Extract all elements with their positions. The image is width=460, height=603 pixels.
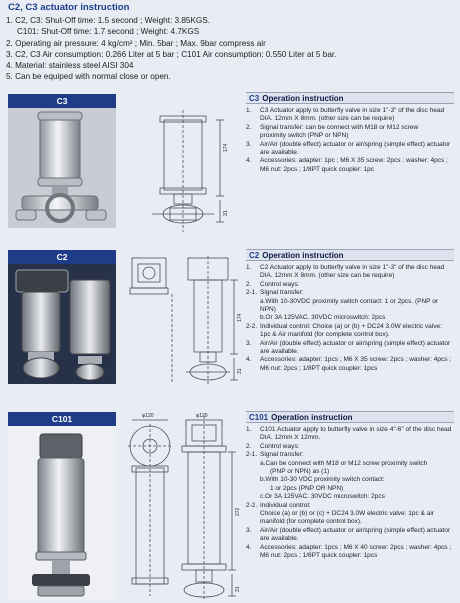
list-item: 3. Air/Air (double effect) actuator or air/spring (simple effect) actuator are available. (246, 526, 451, 543)
c2-technical-drawing (126, 254, 244, 394)
c2-tab: C2 (8, 250, 116, 264)
spec-line: 4. Material: stainless steel AISI 304 (6, 61, 134, 71)
c101-dim-offset: 31 (235, 586, 241, 592)
list-item: proximity switch (PNP or NPN) (260, 132, 349, 140)
c3-dim-offset: 31 (223, 210, 229, 216)
list-item: (PNP or NPN) as (1) (270, 468, 330, 476)
list-item: 1. C2 Actuator apply to butterfly valve in size 1"-3" of the disc head DIA. 12mm X 8mm. (other size can be require) (246, 264, 445, 280)
spec-line: 2. Operating air pressure: 4 kg/cm² ; Min. 5bar ; Max. 9bar compress air (6, 38, 266, 48)
c101-operation-code: C101 (249, 413, 269, 422)
c3-operation-block (246, 92, 454, 174)
list-item: Choice (a) or (b) or (c) + DC24 3.0W electric valve: 1pc & air manifold (for complete control box). (260, 510, 434, 526)
c3-dim-height: 174 (223, 143, 229, 152)
list-item: c.Or 3A 125VAC. 30VDC microswitch: 2pcs (260, 493, 385, 501)
c3-technical-drawing (134, 100, 242, 240)
c3-product-photo (8, 108, 116, 228)
c3-tab: C3 (8, 94, 116, 108)
spec-line: 1. C2, C3: Shut-Off time: 1.5 second ; Weight: 3.85KGS. (6, 16, 211, 25)
list-item: 4. Accessories: adapter: 1pc ; M6 X 35 screw: 2pcs ; washer: 4pcs ; M6 nut: 2pcs ; 1/8PT quick coupler: 1pc (246, 157, 448, 173)
c101-tab: C101 (8, 412, 116, 426)
list-item: a.Can be connect with M18 or M12 screw proximity switch (260, 459, 428, 467)
list-item: a.With 10-30VDC proximity switch contact: 1 or 2pcs. (PNP or NPN) (260, 297, 438, 314)
list-item: 1 or 2pcs (PNP OR NPN) (270, 484, 344, 492)
list-item: 2. Control ways: (246, 280, 300, 288)
list-item: 1. C3 Actuator apply to butterfly valve in size 1"-3" of the disc head DIA. 12mm X 8mm. (other size can be require) (246, 107, 445, 123)
list-item: 4. Accessories: adapter: 1pcs ; M6 X 40 screw: 2pcs ; washer: 4pcs ; M6 nut: 2pcs ; 1/8PT quick coupler: 1pcs (246, 543, 452, 560)
c101-technical-drawing (120, 412, 244, 602)
list-item: 3. Air/Air (double effect) actuator or air/spring (simple effect) actuator are available. (246, 339, 451, 356)
c101-operation-header (246, 411, 454, 423)
c3-operation-title: Operation instruction (262, 94, 344, 103)
c2-dim-offset: 31 (237, 368, 243, 374)
c2-operation-title: Operation instruction (262, 251, 344, 260)
c101-dim-diameter-left: φ120 (142, 413, 154, 419)
c2-operation-block (246, 249, 454, 373)
c101-dim-diameter-right: φ120 (196, 413, 208, 419)
list-item: 3. Air/Air (double effect) actuator or air/spring (simple effect) actuator are available. (246, 140, 451, 157)
list-item: 2-2. Individual control: Choice (a) or (b) + DC24 3.0W electric valve: 1pc & Air manifold (for complete control box). (246, 322, 442, 339)
spec-line: 3. C2, C3 Air consumption: 0.266 Liter at 5 bar ; C101 Air consumption: 0.550 Liter at 5 bar. (6, 49, 337, 59)
list-item: 1. C101 Actuator apply to butterfly valve in size 4"-6" of the disc head DIA. 12mm X 12mm. (246, 426, 452, 442)
c2-operation-header (246, 249, 454, 261)
list-item: b.With 10-30 VDC proximity switch contact: (260, 476, 385, 484)
list-item: 2-2. Individual control: (246, 501, 311, 509)
list-item: 2. Signal transfer: can be connect with M18 or M12 screw (246, 123, 419, 131)
list-item: 2. Control ways: (246, 442, 300, 450)
spec-list (6, 15, 456, 83)
c2-dim-height: 174 (237, 313, 243, 322)
c101-product-photo (8, 426, 116, 600)
c3-operation-code: C3 (249, 94, 260, 103)
list-item: b.Or 3A 125VAC. 30VDC microswitch: 2pcs (260, 314, 386, 322)
c3-operation-header (246, 92, 454, 104)
list-item: 2-1. Signal transfer: (246, 451, 304, 459)
spec-line: C101: Shut-Off time: 1.7 second ; Weight: 4.7KGS (17, 27, 200, 37)
c101-dim-height: 272 (235, 507, 241, 516)
c101-operation-title: Operation instruction (271, 413, 353, 422)
page-title: C2, C3 actuator instruction (8, 2, 130, 13)
c2-product-photo (8, 264, 116, 384)
c101-operation-block (246, 411, 454, 561)
list-item: 2-1. Signal transfer: (246, 289, 304, 297)
list-item: 4. Accessories: adapter: 1pcs ; M6 X 35 screw: 2pcs ; washer: 4pcs ; M6 nut: 2pcs ; 1/8PT quick coupler: 1pcs (246, 356, 452, 372)
spec-line: 5. Can be equiped with normal close or open. (6, 72, 171, 82)
c2-operation-code: C2 (249, 251, 260, 260)
